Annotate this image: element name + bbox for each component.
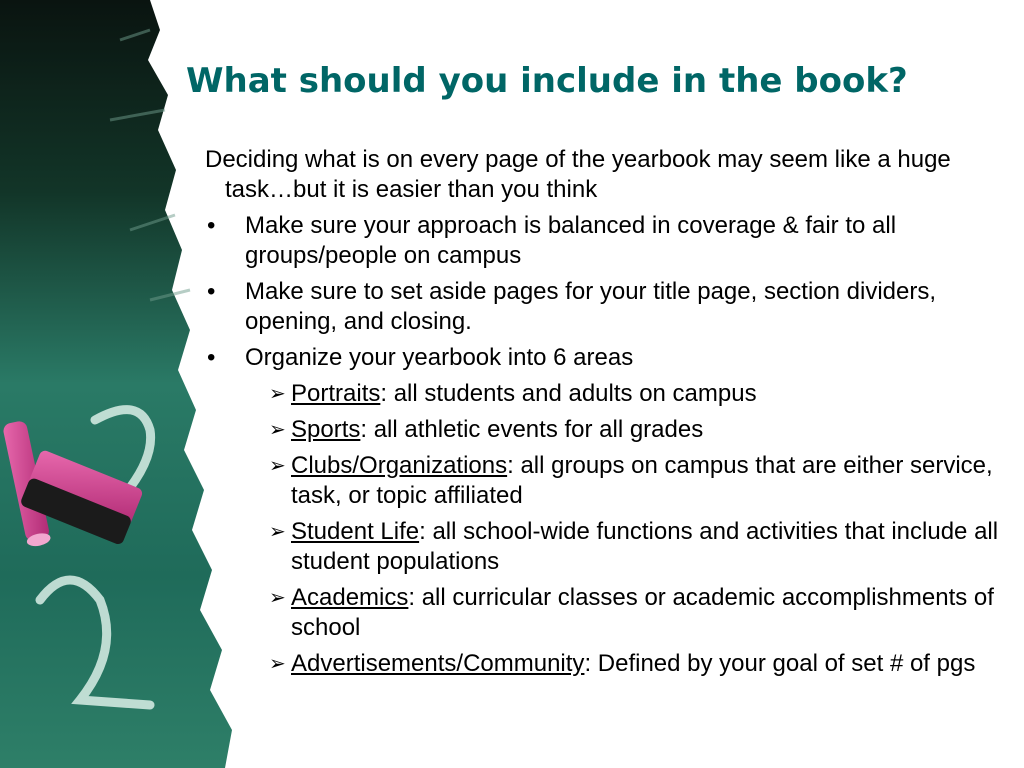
bullet-item: [205, 211, 1005, 271]
area-item-portraits: [205, 379, 1005, 409]
area-item-advertisements: [205, 649, 1005, 679]
area-description: : all curricular classes or academic accomplishments of school: [291, 584, 994, 641]
arrow-bullet-icon: ➢: [269, 521, 286, 543]
arrow-bullet-icon: ➢: [269, 653, 286, 675]
arrow-bullet-icon: ➢: [269, 383, 286, 405]
bullet-text: Make sure your approach is balanced in coverage & fair to all groups/people on campus: [245, 212, 897, 269]
area-item-student-life: [205, 517, 1005, 577]
arrow-bullet-icon: ➢: [269, 587, 286, 609]
area-term: Sports: [291, 416, 361, 443]
arrow-bullet-icon: ➢: [269, 419, 286, 441]
bullet-item: [205, 343, 1005, 373]
bullet-item: [205, 277, 1005, 337]
area-item-clubs: [205, 451, 1005, 511]
slide-title: What should you include in the book?: [186, 61, 908, 101]
slide-body: [205, 145, 1005, 685]
area-item-academics: [205, 583, 1005, 643]
area-description: : Defined by your goal of set # of pgs: [584, 650, 976, 677]
area-description: : all students and adults on campus: [380, 380, 757, 407]
bullet-text: Make sure to set aside pages for your title page, section dividers, opening, and closing.: [245, 278, 937, 335]
area-term: Academics: [291, 584, 409, 611]
bullet-text: Organize your yearbook into 6 areas: [245, 344, 634, 371]
area-description: : all school-wide functions and activities that include all student populations: [291, 518, 999, 575]
area-term: Portraits: [291, 380, 381, 407]
area-term: Advertisements/Community: [291, 650, 585, 677]
area-term: Clubs/Organizations: [291, 452, 508, 479]
area-item-sports: [205, 415, 1005, 445]
arrow-bullet-icon: ➢: [269, 455, 286, 477]
area-term: Student Life: [291, 518, 420, 545]
area-description: : all athletic events for all grades: [360, 416, 704, 443]
area-description: : all groups on campus that are either service, task, or topic affiliated: [291, 452, 993, 509]
bullet-icon: •: [207, 212, 216, 239]
bullet-icon: •: [207, 344, 216, 371]
intro-text: Deciding what is on every page of the yearbook may seem like a huge task…but it is easier than you think: [205, 146, 951, 203]
bullet-icon: •: [207, 278, 216, 305]
